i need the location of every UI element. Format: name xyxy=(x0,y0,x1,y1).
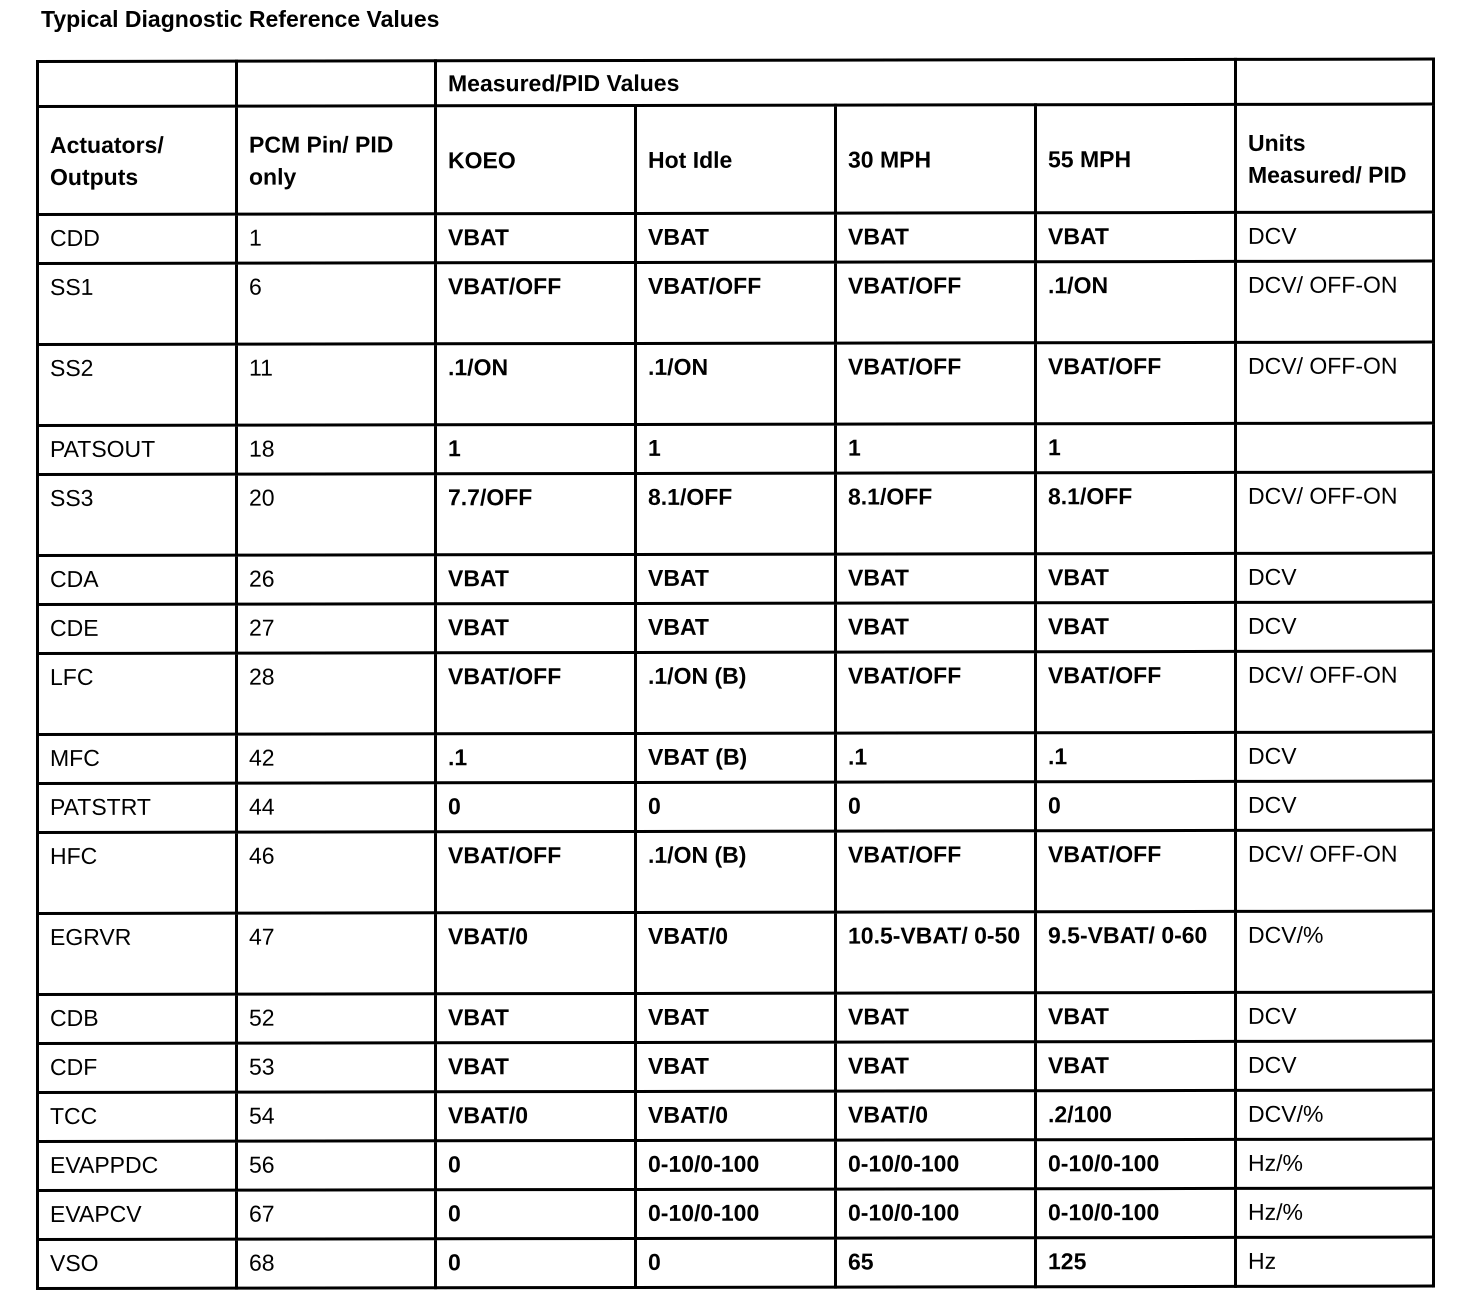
cell-hot-idle: VBAT/OFF xyxy=(636,262,836,343)
header-empty-cell xyxy=(237,61,436,106)
cell-units: DCV xyxy=(1236,732,1434,781)
cell-koeo: VBAT xyxy=(436,1042,636,1091)
cell-55-mph: VBAT xyxy=(1036,553,1236,602)
cell-hot-idle: VBAT xyxy=(636,554,836,603)
cell-units: DCV xyxy=(1236,1041,1434,1090)
cell-pin: 27 xyxy=(237,604,436,653)
cell-actuator: CDF xyxy=(38,1043,237,1092)
cell-units: DCV xyxy=(1236,992,1434,1041)
cell-hot-idle: VBAT xyxy=(636,993,836,1042)
cell-hot-idle: 8.1/OFF xyxy=(636,473,836,554)
cell-koeo: VBAT xyxy=(436,603,636,652)
cell-hot-idle: .1/ON xyxy=(636,343,836,424)
header-row xyxy=(38,104,1434,214)
header-30-mph: 30 MPH xyxy=(836,105,1036,213)
cell-pin: 20 xyxy=(237,474,436,555)
cell-actuator: PATSOUT xyxy=(38,425,237,474)
table-row xyxy=(38,1188,1434,1239)
cell-hot-idle: VBAT/0 xyxy=(636,912,836,993)
header-actuators-outputs: Actuators/ Outputs xyxy=(38,106,237,214)
cell-pin: 6 xyxy=(237,263,436,344)
cell-30-mph: 0-10/0-100 xyxy=(836,1140,1036,1189)
cell-30-mph: VBAT xyxy=(836,1042,1036,1091)
cell-30-mph: VBAT xyxy=(836,554,1036,603)
cell-actuator: SS2 xyxy=(38,344,237,425)
table-row xyxy=(38,472,1434,555)
cell-pin: 47 xyxy=(237,913,436,994)
cell-30-mph: VBAT xyxy=(836,213,1036,262)
header-units-measured-pid: Units Measured/ PID xyxy=(1236,104,1434,212)
cell-koeo: 0 xyxy=(436,782,636,831)
cell-koeo: 7.7/OFF xyxy=(436,473,636,554)
cell-30-mph: 8.1/OFF xyxy=(836,473,1036,554)
cell-30-mph: VBAT/OFF xyxy=(836,652,1036,733)
cell-units: DCV/% xyxy=(1236,1090,1434,1139)
cell-hot-idle: 1 xyxy=(636,424,836,473)
cell-pin: 46 xyxy=(237,832,436,913)
cell-pin: 56 xyxy=(237,1141,436,1190)
cell-koeo: VBAT xyxy=(436,213,636,262)
cell-55-mph: 1 xyxy=(1036,423,1236,472)
table-row xyxy=(38,602,1434,653)
cell-55-mph: 0 xyxy=(1036,781,1236,830)
cell-units xyxy=(1236,423,1434,472)
cell-actuator: TCC xyxy=(38,1092,237,1141)
reference-values-table xyxy=(36,58,1435,1290)
header-measured-pid-values: Measured/PID Values xyxy=(436,59,1236,105)
cell-actuator: EVAPCV xyxy=(38,1190,237,1239)
cell-55-mph: 8.1/OFF xyxy=(1036,472,1236,553)
cell-units: DCV xyxy=(1236,602,1434,651)
cell-actuator: SS3 xyxy=(38,474,237,555)
cell-hot-idle: .1/ON (B) xyxy=(636,652,836,733)
cell-koeo: VBAT/OFF xyxy=(436,262,636,343)
table-row xyxy=(38,651,1434,734)
cell-koeo: 0 xyxy=(436,1238,636,1287)
cell-units: DCV/ OFF-ON xyxy=(1236,472,1434,553)
cell-koeo: VBAT/OFF xyxy=(436,831,636,912)
table-row xyxy=(38,212,1434,263)
table-row xyxy=(38,830,1434,913)
header-empty-cell xyxy=(38,61,237,106)
cell-units: DCV xyxy=(1236,212,1434,261)
cell-55-mph: 9.5-VBAT/ 0-60 xyxy=(1036,911,1236,992)
cell-30-mph: 1 xyxy=(836,424,1036,473)
cell-30-mph: 0 xyxy=(836,782,1036,831)
cell-55-mph: VBAT/OFF xyxy=(1036,342,1236,423)
cell-koeo: VBAT/0 xyxy=(436,1091,636,1140)
cell-hot-idle: VBAT xyxy=(636,1042,836,1091)
header-row-group xyxy=(38,59,1434,106)
cell-koeo: VBAT xyxy=(436,993,636,1042)
cell-30-mph: 10.5-VBAT/ 0-50 xyxy=(836,912,1036,993)
cell-hot-idle: VBAT (B) xyxy=(636,733,836,782)
cell-pin: 11 xyxy=(237,344,436,425)
cell-30-mph: VBAT/OFF xyxy=(836,343,1036,424)
table-row xyxy=(38,1090,1434,1141)
cell-units: DCV/ OFF-ON xyxy=(1236,342,1434,423)
cell-koeo: 0 xyxy=(436,1140,636,1189)
cell-actuator: CDA xyxy=(38,555,237,604)
cell-koeo: VBAT/OFF xyxy=(436,652,636,733)
table-row xyxy=(38,342,1434,425)
cell-units: DCV/ OFF-ON xyxy=(1236,261,1434,342)
cell-55-mph: 0-10/0-100 xyxy=(1036,1188,1236,1237)
cell-55-mph: VBAT/OFF xyxy=(1036,651,1236,732)
header-koeo: KOEO xyxy=(436,105,636,213)
cell-koeo: 1 xyxy=(436,424,636,473)
cell-55-mph: .1/ON xyxy=(1036,261,1236,342)
cell-actuator: PATSTRT xyxy=(38,783,237,832)
header-55-mph: 55 MPH xyxy=(1036,104,1236,212)
cell-units: DCV/ OFF-ON xyxy=(1236,651,1434,732)
cell-55-mph: .2/100 xyxy=(1036,1090,1236,1139)
cell-units: Hz/% xyxy=(1236,1188,1434,1237)
cell-pin: 52 xyxy=(237,994,436,1043)
cell-hot-idle: 0-10/0-100 xyxy=(636,1140,836,1189)
table-row xyxy=(38,911,1434,994)
cell-units: DCV/ OFF-ON xyxy=(1236,830,1434,911)
cell-hot-idle: VBAT xyxy=(636,213,836,262)
cell-actuator: CDE xyxy=(38,604,237,653)
cell-pin: 42 xyxy=(237,734,436,783)
page-title: Typical Diagnostic Reference Values xyxy=(41,6,440,32)
table-row xyxy=(38,1139,1434,1190)
cell-pin: 28 xyxy=(237,653,436,734)
cell-koeo: .1/ON xyxy=(436,343,636,424)
cell-actuator: LFC xyxy=(38,653,237,734)
cell-55-mph: VBAT xyxy=(1036,992,1236,1041)
cell-hot-idle: 0 xyxy=(636,1238,836,1287)
cell-hot-idle: VBAT xyxy=(636,603,836,652)
cell-pin: 26 xyxy=(237,555,436,604)
cell-pin: 53 xyxy=(237,1043,436,1092)
cell-30-mph: VBAT xyxy=(836,993,1036,1042)
cell-30-mph: VBAT/OFF xyxy=(836,831,1036,912)
cell-actuator: VSO xyxy=(38,1239,237,1288)
cell-koeo: 0 xyxy=(436,1189,636,1238)
table-row xyxy=(38,992,1434,1043)
cell-30-mph: .1 xyxy=(836,733,1036,782)
cell-actuator: SS1 xyxy=(38,263,237,344)
cell-55-mph: 0-10/0-100 xyxy=(1036,1139,1236,1188)
cell-actuator: HFC xyxy=(38,832,237,913)
header-pcm-pin: PCM Pin/ PID only xyxy=(237,106,436,214)
cell-actuator: CDB xyxy=(38,994,237,1043)
cell-55-mph: VBAT xyxy=(1036,212,1236,261)
cell-actuator: EGRVR xyxy=(38,913,237,994)
header-empty-cell xyxy=(1236,59,1434,104)
cell-pin: 68 xyxy=(237,1239,436,1288)
table-row xyxy=(38,261,1434,344)
cell-55-mph: .1 xyxy=(1036,732,1236,781)
cell-hot-idle: 0-10/0-100 xyxy=(636,1189,836,1238)
cell-30-mph: VBAT/OFF xyxy=(836,262,1036,343)
cell-pin: 54 xyxy=(237,1092,436,1141)
table-row xyxy=(38,732,1434,783)
cell-units: DCV xyxy=(1236,553,1434,602)
cell-units: Hz xyxy=(1236,1237,1434,1286)
cell-actuator: MFC xyxy=(38,734,237,783)
cell-55-mph: VBAT/OFF xyxy=(1036,830,1236,911)
cell-pin: 67 xyxy=(237,1190,436,1239)
table-body xyxy=(38,59,1434,1288)
cell-koeo: VBAT xyxy=(436,554,636,603)
table-row xyxy=(38,781,1434,832)
header-hot-idle: Hot Idle xyxy=(636,105,836,213)
table-row xyxy=(38,423,1434,474)
cell-actuator: CDD xyxy=(38,214,237,263)
cell-pin: 1 xyxy=(237,214,436,263)
cell-30-mph: 0-10/0-100 xyxy=(836,1189,1036,1238)
cell-actuator: EVAPPDC xyxy=(38,1141,237,1190)
table-row xyxy=(38,1237,1434,1288)
cell-30-mph: VBAT/0 xyxy=(836,1091,1036,1140)
cell-hot-idle: 0 xyxy=(636,782,836,831)
cell-55-mph: VBAT xyxy=(1036,1041,1236,1090)
table-row xyxy=(38,553,1434,604)
cell-pin: 44 xyxy=(237,783,436,832)
cell-koeo: .1 xyxy=(436,733,636,782)
cell-30-mph: VBAT xyxy=(836,603,1036,652)
cell-30-mph: 65 xyxy=(836,1238,1036,1287)
table-row xyxy=(38,1041,1434,1092)
cell-koeo: VBAT/0 xyxy=(436,912,636,993)
cell-units: Hz/% xyxy=(1236,1139,1434,1188)
cell-units: DCV xyxy=(1236,781,1434,830)
cell-hot-idle: VBAT/0 xyxy=(636,1091,836,1140)
cell-55-mph: 125 xyxy=(1036,1237,1236,1286)
cell-pin: 18 xyxy=(237,425,436,474)
cell-hot-idle: .1/ON (B) xyxy=(636,831,836,912)
cell-55-mph: VBAT xyxy=(1036,602,1236,651)
cell-units: DCV/% xyxy=(1236,911,1434,992)
